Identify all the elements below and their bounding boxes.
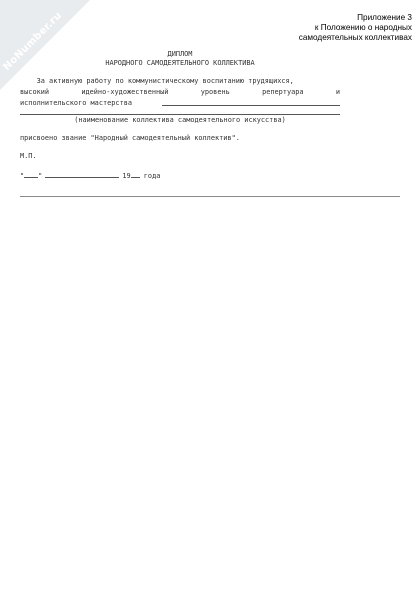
paragraph-word: уровень (200, 88, 230, 96)
diploma-title: ДИПЛОМ (167, 50, 193, 58)
paragraph-word: высокий (20, 88, 50, 96)
paragraph-word: идейно-художественный (81, 88, 169, 96)
paragraph-line-1 (20, 77, 340, 85)
date-year-prefix: 19 (122, 172, 131, 180)
seal-place-label: М.П. (20, 152, 37, 160)
bottom-divider (20, 196, 400, 197)
paragraph-line-3: исполнительского мастерства (20, 99, 133, 107)
paragraph-line-1-text: За активную работу по коммунистическому воспитанию трудящихся, (36, 77, 294, 85)
awarded-title-text: присвоено звание "Народный самодеятельный коллектив". (20, 134, 240, 142)
paragraph-word: и (335, 88, 340, 96)
date-month-blank[interactable] (45, 171, 119, 178)
appendix-line-2: к Положению о народных (314, 23, 412, 32)
date-row (20, 171, 160, 180)
diploma-subtitle: НАРОДНОГО САМОДЕЯТЕЛЬНОГО КОЛЛЕКТИВА (105, 59, 255, 67)
date-day-blank[interactable] (24, 171, 38, 178)
appendix-header (299, 13, 412, 43)
date-year-blank[interactable] (131, 171, 140, 178)
collective-name-blank-2[interactable] (20, 114, 340, 115)
watermark-text: NoNumber.ru (1, 10, 65, 73)
date-close-quote: " (38, 172, 43, 180)
collective-name-blank-1[interactable] (162, 105, 340, 106)
collective-name-caption: (наименование коллектива самодеятельного искусства) (74, 116, 286, 124)
appendix-line-3: самодеятельных коллективах (298, 33, 412, 42)
appendix-line-1: Приложение 3 (357, 13, 412, 22)
date-year-suffix: года (143, 172, 161, 180)
paragraph-line-2 (20, 88, 340, 96)
paragraph-word: репертуара (262, 88, 304, 96)
date-open-quote: " (20, 172, 25, 180)
